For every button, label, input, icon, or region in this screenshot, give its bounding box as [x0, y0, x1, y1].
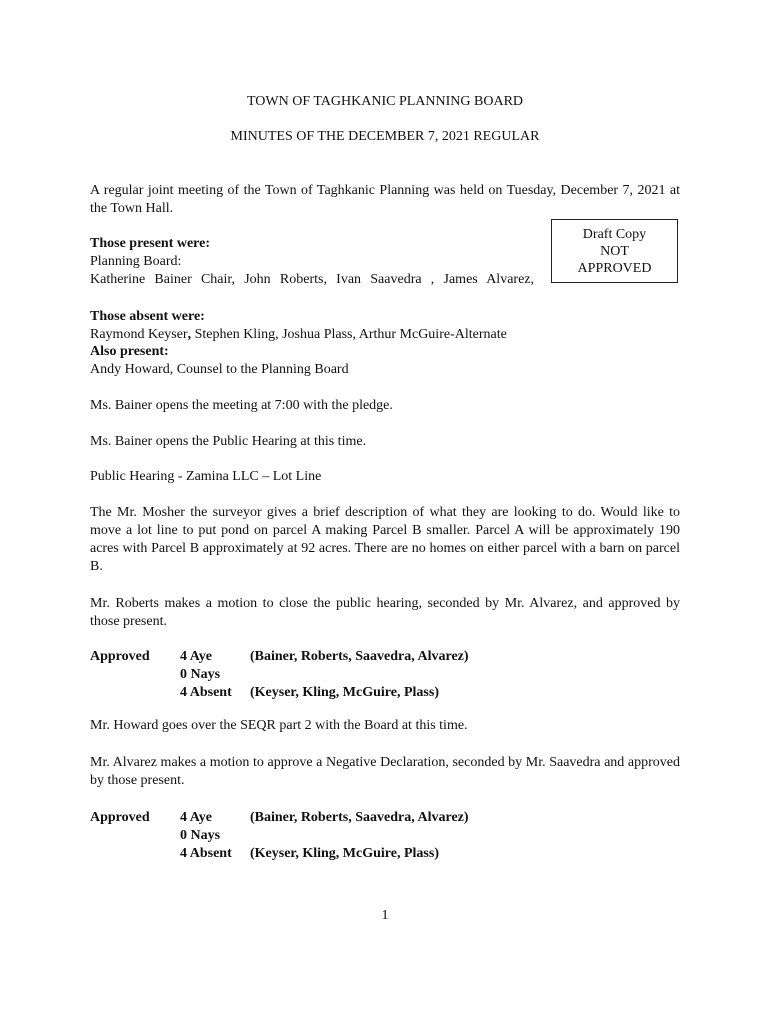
planning-board-label: Planning Board:: [90, 254, 182, 269]
absent-members-rest: Stephen Kling, Joshua Plass, Arthur McGuire-Alternate: [191, 327, 507, 342]
present-heading: Those present were:: [90, 236, 211, 251]
paragraph-public-hearing-title: Public Hearing - Zamina LLC – Lot Line: [90, 469, 322, 484]
vote-absent-names: (Keyser, Kling, McGuire, Plass): [250, 685, 439, 700]
paragraph-seqr: Mr. Howard goes over the SEQR part 2 with the Board at this time.: [90, 718, 468, 733]
paragraph-negative-declaration-motion: Mr. Alvarez makes a motion to approve a Negative Declaration, seconded by Mr. Saavedra and approved by those present.: [90, 755, 680, 788]
absent-member-first: Raymond Keyser: [90, 327, 188, 342]
vote-aye-names: (Bainer, Roberts, Saavedra, Alvarez): [250, 810, 469, 825]
vote-record-2: [90, 809, 690, 863]
paragraph-surveyor-description: The Mr. Mosher the surveyor gives a brief description of what they are looking to do. Would like to move a lot line to put pond on parcel A making Parcel B smaller. Parcel A will be approximately 190 acres with Parcel B approximately at 92 acres. There are no homes on either parcel with a barn on parcel B.: [90, 505, 680, 574]
vote-result: Approved: [90, 649, 150, 664]
also-present-heading: Also present:: [90, 344, 169, 359]
paragraph-close-hearing-motion: Mr. Roberts makes a motion to close the public hearing, seconded by Mr. Alvarez, and approved by those present.: [90, 596, 680, 629]
also-present-names: Andy Howard, Counsel to the Planning Board: [90, 362, 349, 377]
page-number: 1: [381, 908, 389, 923]
draft-line-3: APPROVED: [577, 261, 652, 276]
draft-line-2: NOT: [600, 244, 629, 259]
paragraph-public-hearing-open: Ms. Bainer opens the Public Hearing at this time.: [90, 434, 367, 449]
intro-paragraph: A regular joint meeting of the Town of Taghkanic Planning was held on Tuesday, December 7, 2021 at the Town Hall.: [90, 183, 680, 216]
vote-result: Approved: [90, 810, 150, 825]
vote-absent-count: 4 Absent: [180, 685, 232, 700]
paragraph-pledge: Ms. Bainer opens the meeting at 7:00 with the pledge.: [90, 398, 393, 413]
vote-aye-names: (Bainer, Roberts, Saavedra, Alvarez): [250, 649, 469, 664]
vote-aye-count: 4 Aye: [180, 649, 213, 664]
document-subtitle: MINUTES OF THE DECEMBER 7, 2021 REGULAR: [230, 129, 540, 144]
vote-nays-count: 0 Nays: [180, 828, 221, 843]
vote-record-1: [90, 648, 690, 702]
draft-line-1: Draft Copy: [582, 227, 647, 242]
draft-copy-stamp: [551, 219, 678, 283]
vote-aye-count: 4 Aye: [180, 810, 213, 825]
document-title: TOWN OF TAGHKANIC PLANNING BOARD: [246, 94, 524, 109]
absent-member-comma: ,: [187, 327, 192, 342]
absent-members: [90, 327, 507, 343]
vote-absent-names: (Keyser, Kling, McGuire, Plass): [250, 846, 439, 861]
absent-heading: Those absent were:: [90, 309, 205, 324]
vote-nays-count: 0 Nays: [180, 667, 221, 682]
vote-absent-count: 4 Absent: [180, 846, 232, 861]
present-members: Katherine Bainer Chair, John Roberts, Ivan Saavedra , James Alvarez,: [90, 272, 534, 287]
